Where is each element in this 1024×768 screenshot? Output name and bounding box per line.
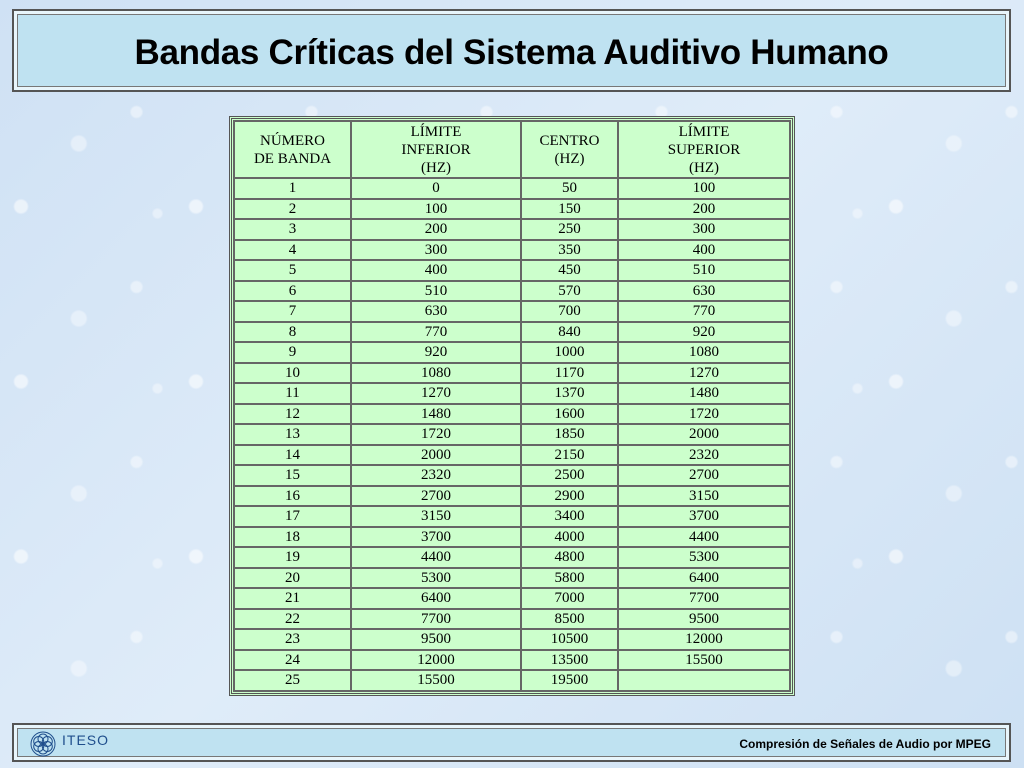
table-cell: 50 [521, 178, 618, 199]
table-cell: 100 [351, 199, 521, 220]
table-row [234, 670, 790, 691]
table-cell: 12000 [618, 629, 790, 650]
table-cell: 770 [351, 322, 521, 343]
table-cell: 16 [234, 486, 351, 507]
critical-bands-table [229, 116, 795, 696]
table-cell: 19 [234, 547, 351, 568]
table-cell: 2320 [618, 445, 790, 466]
table-row [234, 178, 790, 199]
flower-of-life-icon [28, 729, 58, 759]
table-cell: 5300 [351, 568, 521, 589]
table-cell: 920 [351, 342, 521, 363]
table-cell: 3400 [521, 506, 618, 527]
table-cell: 7700 [618, 588, 790, 609]
table-cell: 2000 [618, 424, 790, 445]
table-row [234, 322, 790, 343]
table-cell: 300 [351, 240, 521, 261]
table-cell: 9 [234, 342, 351, 363]
table-row [234, 445, 790, 466]
table-cell: 8500 [521, 609, 618, 630]
table-row [234, 363, 790, 384]
slide-title: Bandas Críticas del Sistema Auditivo Humano [134, 33, 889, 72]
table-cell: 3700 [618, 506, 790, 527]
footer-bar [12, 723, 1011, 762]
header-lower-limit: LÍMITE INFERIOR (HZ) [351, 121, 521, 178]
table-cell: 15 [234, 465, 351, 486]
table-cell: 7000 [521, 588, 618, 609]
table-row [234, 383, 790, 404]
table-header-row [234, 121, 790, 178]
table-cell: 630 [618, 281, 790, 302]
table-row [234, 342, 790, 363]
table-cell: 5 [234, 260, 351, 281]
table-cell: 3700 [351, 527, 521, 548]
table-cell: 2700 [618, 465, 790, 486]
table-cell: 10 [234, 363, 351, 384]
table-row [234, 281, 790, 302]
table-cell: 4400 [618, 527, 790, 548]
table-cell: 630 [351, 301, 521, 322]
table-cell: 4 [234, 240, 351, 261]
table-row [234, 547, 790, 568]
table-cell: 450 [521, 260, 618, 281]
table-cell: 24 [234, 650, 351, 671]
table-cell: 3 [234, 219, 351, 240]
table-cell: 400 [618, 240, 790, 261]
logo-name: ITESO [62, 732, 110, 748]
table-cell: 19500 [521, 670, 618, 691]
table-cell: 300 [618, 219, 790, 240]
table-cell: 0 [351, 178, 521, 199]
table-cell: 700 [521, 301, 618, 322]
table-row [234, 260, 790, 281]
table-cell: 9500 [618, 609, 790, 630]
table-row [234, 609, 790, 630]
table-cell: 2900 [521, 486, 618, 507]
table-cell: 21 [234, 588, 351, 609]
table-cell: 350 [521, 240, 618, 261]
table-cell: 840 [521, 322, 618, 343]
table-cell: 6400 [618, 568, 790, 589]
table-row [234, 240, 790, 261]
iteso-logo [28, 729, 128, 759]
table-cell: 2000 [351, 445, 521, 466]
table-cell: 15500 [351, 670, 521, 691]
table-cell: 2700 [351, 486, 521, 507]
table-cell: 770 [618, 301, 790, 322]
table-cell: 2150 [521, 445, 618, 466]
table-cell: 1000 [521, 342, 618, 363]
table-cell: 200 [618, 199, 790, 220]
table-cell: 1270 [351, 383, 521, 404]
table-cell: 400 [351, 260, 521, 281]
table-cell: 11 [234, 383, 351, 404]
table-cell: 1170 [521, 363, 618, 384]
table-cell: 13 [234, 424, 351, 445]
table-cell: 25 [234, 670, 351, 691]
footer-text: Compresión de Señales de Audio por MPEG [739, 737, 991, 751]
table-cell [618, 670, 790, 691]
table-row [234, 424, 790, 445]
header-upper-limit: LÍMITE SUPERIOR (HZ) [618, 121, 790, 178]
table-cell: 1270 [618, 363, 790, 384]
table-cell: 1720 [351, 424, 521, 445]
table-cell: 2320 [351, 465, 521, 486]
table-cell: 1 [234, 178, 351, 199]
table-cell: 1080 [351, 363, 521, 384]
table-row [234, 219, 790, 240]
table-row [234, 199, 790, 220]
table-cell: 14 [234, 445, 351, 466]
title-bar [12, 9, 1011, 92]
table-cell: 20 [234, 568, 351, 589]
table-cell: 7700 [351, 609, 521, 630]
table-cell: 10500 [521, 629, 618, 650]
table-cell: 200 [351, 219, 521, 240]
table-cell: 1850 [521, 424, 618, 445]
table-cell: 9500 [351, 629, 521, 650]
table-row [234, 568, 790, 589]
table-row [234, 465, 790, 486]
table-cell: 8 [234, 322, 351, 343]
table-cell: 4400 [351, 547, 521, 568]
table-cell: 22 [234, 609, 351, 630]
table-row [234, 486, 790, 507]
table-cell: 1480 [618, 383, 790, 404]
table-cell: 5800 [521, 568, 618, 589]
table-cell: 100 [618, 178, 790, 199]
table-cell: 510 [351, 281, 521, 302]
table-cell: 1600 [521, 404, 618, 425]
table-cell: 3150 [351, 506, 521, 527]
table-row [234, 404, 790, 425]
header-center: CENTRO (HZ) [521, 121, 618, 178]
table-row [234, 629, 790, 650]
table-cell: 1720 [618, 404, 790, 425]
table-cell: 3150 [618, 486, 790, 507]
table-cell: 920 [618, 322, 790, 343]
table-cell: 15500 [618, 650, 790, 671]
table-cell: 1080 [618, 342, 790, 363]
bands-table [233, 120, 791, 692]
table-cell: 17 [234, 506, 351, 527]
table-cell: 570 [521, 281, 618, 302]
table-cell: 12000 [351, 650, 521, 671]
table-cell: 510 [618, 260, 790, 281]
table-cell: 12 [234, 404, 351, 425]
table-cell: 150 [521, 199, 618, 220]
table-cell: 6400 [351, 588, 521, 609]
table-cell: 13500 [521, 650, 618, 671]
table-cell: 18 [234, 527, 351, 548]
table-cell: 4000 [521, 527, 618, 548]
table-row [234, 527, 790, 548]
table-cell: 2500 [521, 465, 618, 486]
table-cell: 7 [234, 301, 351, 322]
table-row [234, 301, 790, 322]
table-cell: 6 [234, 281, 351, 302]
table-cell: 5300 [618, 547, 790, 568]
table-cell: 1370 [521, 383, 618, 404]
table-cell: 4800 [521, 547, 618, 568]
table-cell: 1480 [351, 404, 521, 425]
table-row [234, 588, 790, 609]
table-row [234, 506, 790, 527]
table-cell: 250 [521, 219, 618, 240]
table-cell: 2 [234, 199, 351, 220]
header-band-number: NÚMERO DE BANDA [234, 121, 351, 178]
table-cell: 23 [234, 629, 351, 650]
table-row [234, 650, 790, 671]
